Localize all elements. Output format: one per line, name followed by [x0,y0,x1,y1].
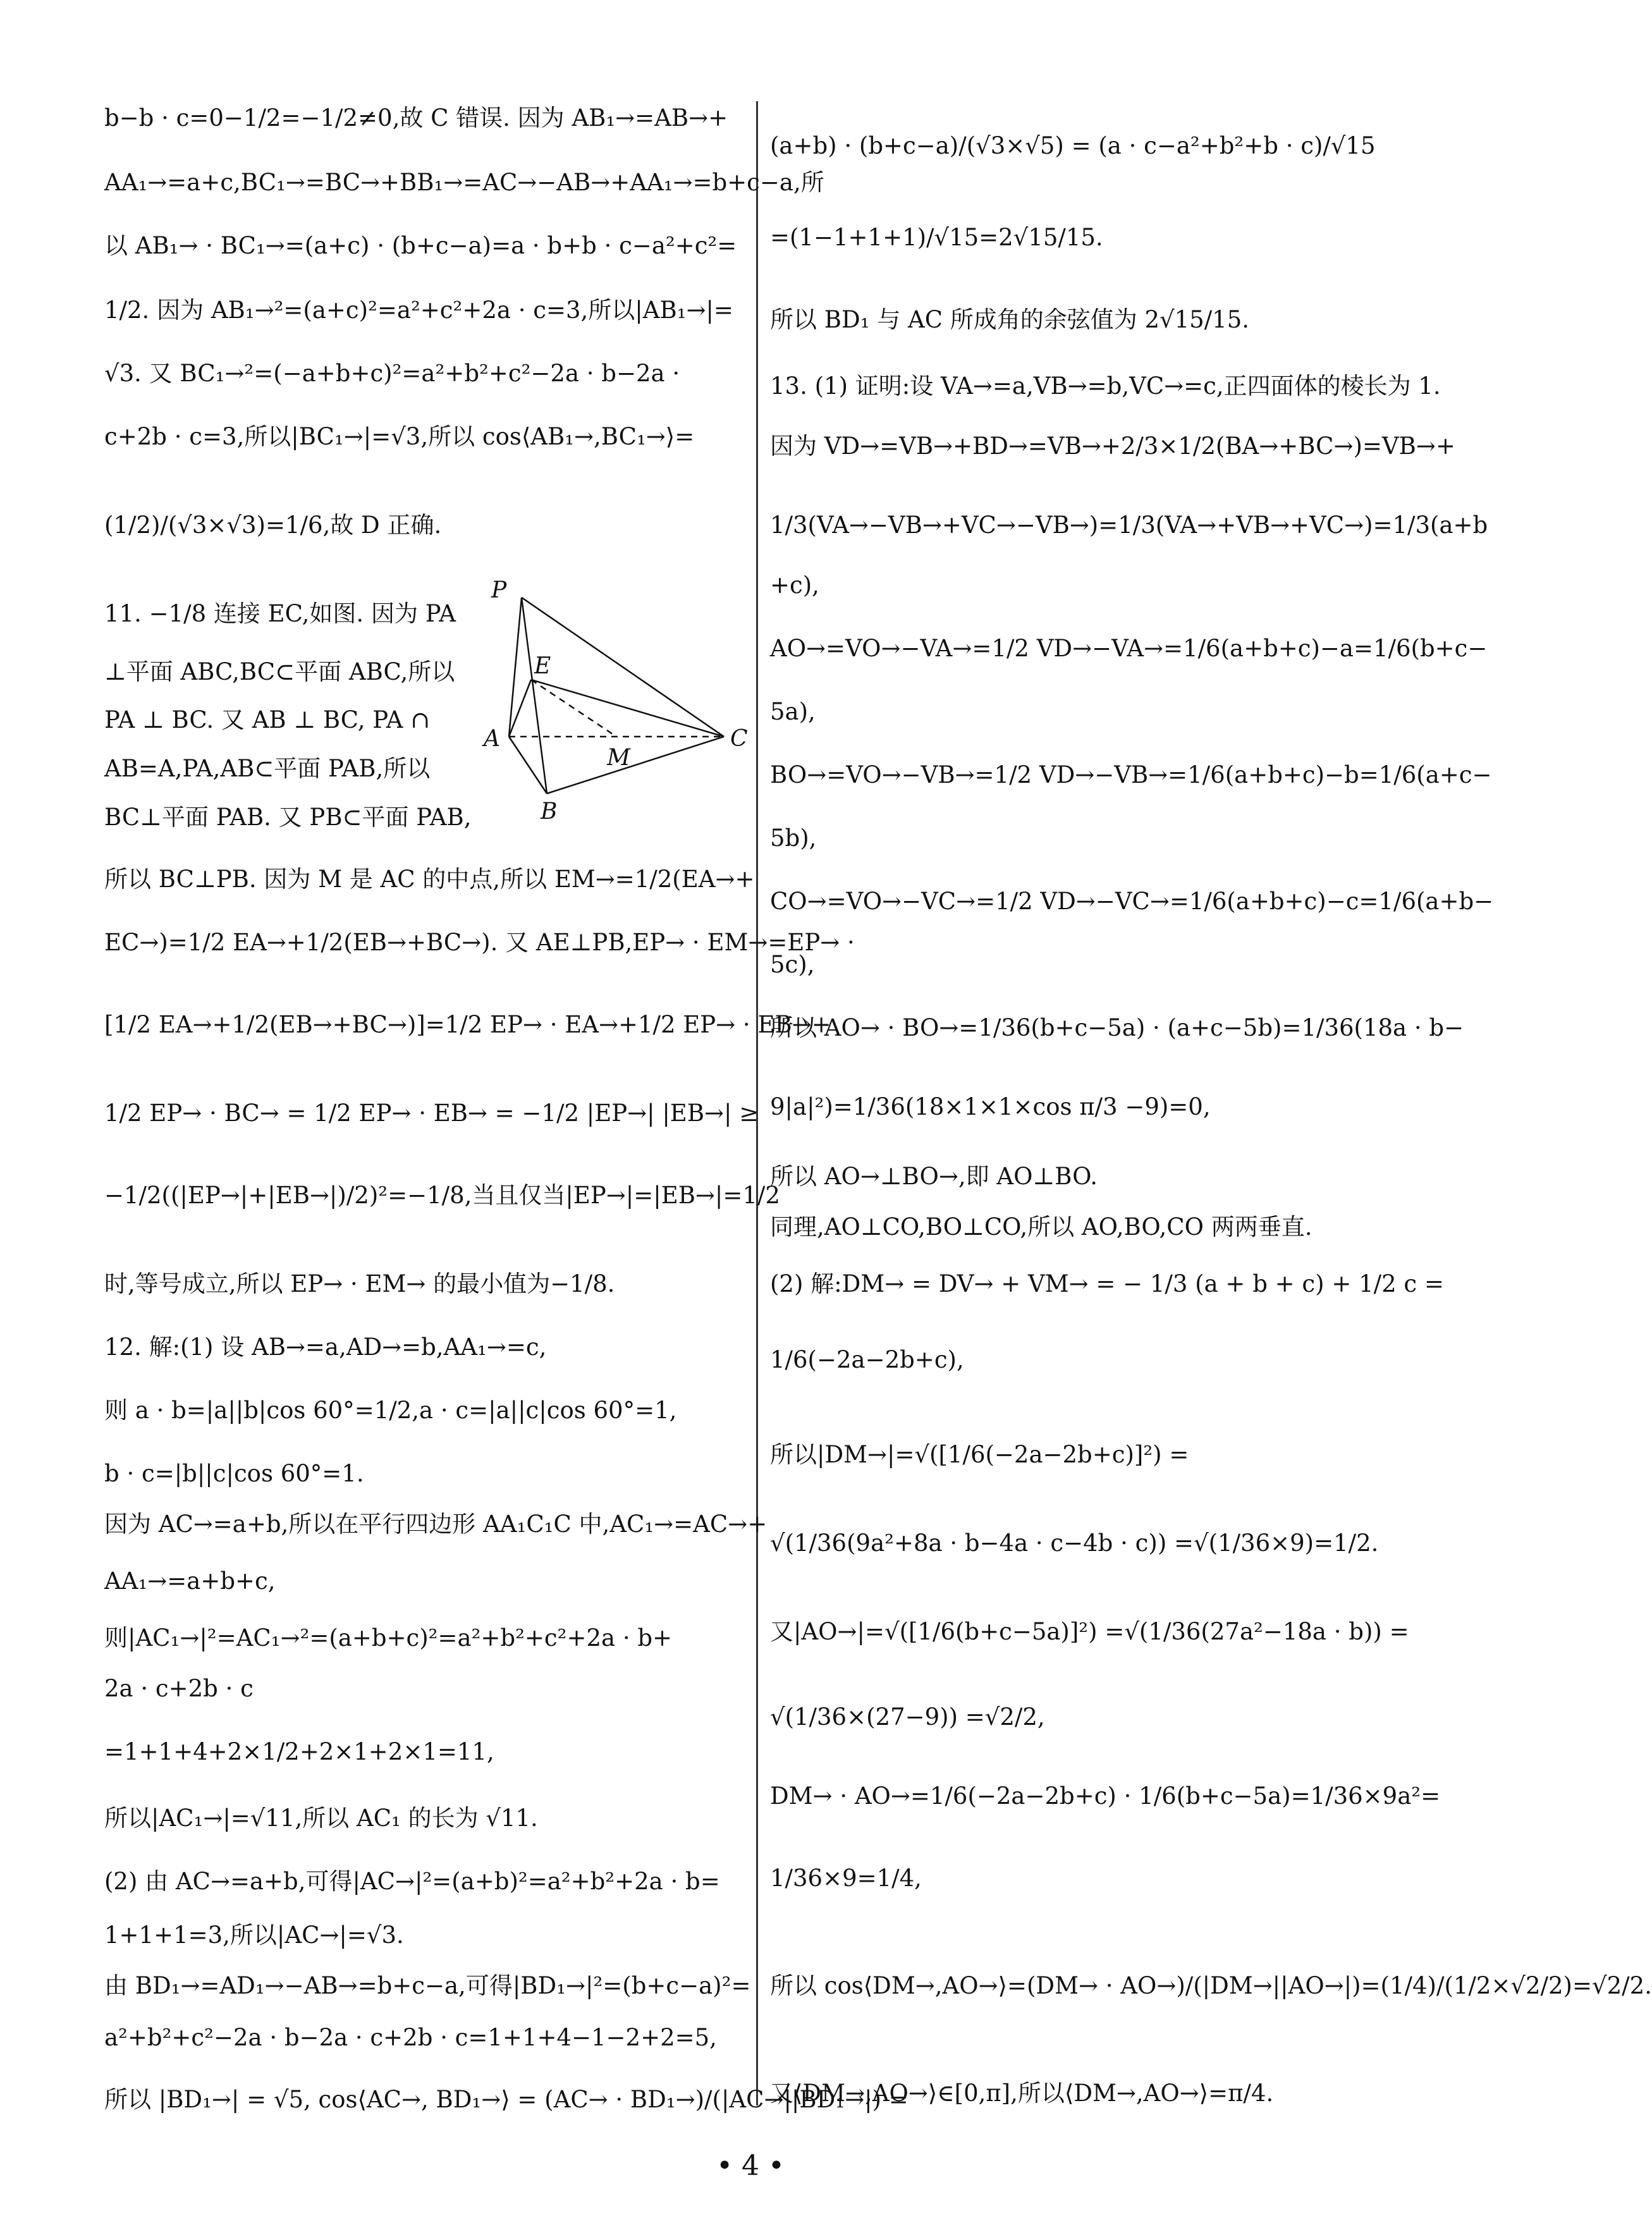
text-line: EC→)=1/2 EA→+1/2(EB→+BC→). 又 AE⊥PB,EP→ · EM→=EP→ · [104,929,855,956]
text-line: 同理,AO⊥CO,BO⊥CO,所以 AO,BO,CO 两两垂直. [770,1213,1312,1241]
text-line: ⊥平面 ABC,BC⊂平面 ABC,所以 [104,658,455,685]
text-line: 5a), [770,698,816,725]
text-line: 13. (1) 证明:设 VA→=a,VB→=b,VC→=c,正四面体的棱长为 1. [770,372,1441,400]
text-line: 时,等号成立,所以 EP→ · EM→ 的最小值为−1/8. [104,1270,615,1297]
edge-BC [547,737,724,794]
text-line: c+2b · c=3,所以|BC₁→|=√3,所以 cos⟨AB₁→,BC₁→⟩= [104,423,695,450]
text-line: [1/2 EA→+1/2(EB→+BC→)]=1/2 EP→ · EA→+1/2 EP→ · EB→+ [104,1011,831,1038]
text-line: 5b), [770,824,817,852]
edge-EM-hidden [531,680,616,737]
text-line: +c), [770,572,819,599]
text-line: AA₁→=a+b+c, [104,1567,276,1595]
text-line: AB=A,PA,AB⊂平面 PAB,所以 [104,755,431,782]
text-line: −1/2((|EP→|+|EB→|)/2)²=−1/8,当且仅当|EP→|=|EB→|=1/2 [104,1182,780,1209]
text-line: 所以|DM→|=√([1/6(−2a−2b+c)]²) = [770,1441,1189,1468]
text-line: 1/2. 因为 AB₁→²=(a+c)²=a²+c²+2a · c=3,所以|AB₁→|= [104,297,733,324]
geometry-figure [484,577,749,824]
text-line: 11. −1/8 连接 EC,如图. 因为 PA [104,600,456,627]
label-M: M [607,745,630,771]
text-line: 5c), [770,951,815,978]
edge-PA [509,598,522,737]
text-line: 以 AB₁→ · BC₁→=(a+c) · (b+c−a)=a · b+b · c−a²+c²= [104,232,737,259]
text-line: AO→=VO→−VA→=1/2 VD→−VA→=1/6(a+b+c)−a=1/6(b+c− [770,635,1488,662]
text-line: 所以 BC⊥PB. 因为 M 是 AC 的中点,所以 EM→=1/2(EA→+ [104,866,755,893]
text-line: 由 BD₁→=AD₁→−AB→=b+c−a,可得|BD₁→|²=(b+c−a)²= [104,1972,751,1999]
text-line: 1/3(VA→−VB→+VC→−VB→)=1/3(VA→+VB→+VC→)=1/3(a+b [770,512,1488,539]
text-line: 所以 AO→⊥BO→,即 AO⊥BO. [770,1163,1098,1190]
text-line: √(1/36(9a²+8a · b−4a · c−4b · c)) =√(1/36×9)=1/2. [770,1529,1379,1557]
text-line: (2) 解:DM→ = DV→ + VM→ = − 1/3 (a + b + c) + 1/2 c = [770,1270,1444,1297]
text-line: 2a · c+2b · c [104,1675,254,1702]
text-line: 又⟨DM→,AO→⟩∈[0,π],所以⟨DM→,AO→⟩=π/4. [770,2080,1274,2107]
text-line: 9|a|²)=1/36(18×1×1×cos π/3 −9)=0, [770,1093,1211,1120]
text-line: =(1−1+1+1)/√15=2√15/15. [770,224,1103,251]
text-line: 所以 BD₁ 与 AC 所成角的余弦值为 2√15/15. [770,306,1250,333]
text-line: PA ⊥ BC. 又 AB ⊥ BC, PA ∩ [104,706,431,733]
text-line: 则 a · b=|a||b|cos 60°=1/2,a · c=|a||c|cos 60°=1, [104,1397,677,1424]
label-A: A [484,726,500,752]
text-line: DM→ · AO→=1/6(−2a−2b+c) · 1/6(b+c−5a)=1/36×9a²= [770,1782,1441,1810]
text-line: a²+b²+c²−2a · b−2a · c+2b · c=1+1+4−1−2+2=5, [104,2024,717,2051]
text-line: 1/6(−2a−2b+c), [770,1346,964,1373]
edge-EC [531,680,724,737]
text-line: 1/2 EP→ · BC→ = 1/2 EP→ · EB→ = −1/2 |EP→| |EB→| ≥ [104,1100,759,1127]
text-line: 所以 cos⟨DM→,AO→⟩=(DM→ · AO→)/(|DM→||AO→|)=(1/4)/(1/2×√2/2)=√2/2. [770,1972,1652,1999]
text-line: 1+1+1=3,所以|AC→|=√3. [104,1922,404,1949]
text-line: (1/2)/(√3×√3)=1/6,故 D 正确. [104,512,442,539]
text-line: (a+b) · (b+c−a)/(√3×√5) = (a · c−a²+b²+b · c)/√15 [770,132,1376,159]
text-line: 所以|AC₁→|=√11,所以 AC₁ 的长为 √11. [104,1805,538,1832]
text-line: √(1/36×(27−9)) =√2/2, [770,1703,1045,1731]
page-number: • 4 • [716,2150,785,2182]
text-line: b · c=|b||c|cos 60°=1. [104,1460,364,1487]
text-line: 则|AC₁→|²=AC₁→²=(a+b+c)²=a²+b²+c²+2a · b+ [104,1624,673,1652]
text-line: AA₁→=a+c,BC₁→=BC→+BB₁→=AC→−AB→+AA₁→=b+c−a,所 [104,169,824,196]
text-line: 所以 AO→ · BO→=1/36(b+c−5a) · (a+c−5b)=1/36(18a · b− [770,1014,1464,1041]
text-line: √3. 又 BC₁→²=(−a+b+c)²=a²+b²+c²−2a · b−2a · [104,360,680,387]
text-line: BO→=VO→−VB→=1/2 VD→−VB→=1/6(a+b+c)−b=1/6(a+c− [770,761,1492,788]
text-line: b−b · c=0−1/2=−1/2≠0,故 C 错误. 因为 AB₁→=AB→+ [104,104,728,132]
edge-PC [522,598,724,737]
label-P: P [491,577,507,603]
text-line: 又|AO→|=√([1/6(b+c−5a)]²) =√(1/36(27a²−18a · b)) = [770,1618,1409,1645]
label-B: B [541,799,558,824]
text-line: CO→=VO→−VC→=1/2 VD→−VC→=1/6(a+b+c)−c=1/6(a+b− [770,888,1494,915]
text-line: 因为 VD→=VB→+BD→=VB→+2/3×1/2(BA→+BC→)=VB→+ [770,432,1455,460]
pyramid-diagram [484,577,749,824]
text-line: 1/36×9=1/4, [770,1865,922,1892]
text-line: 12. 解:(1) 设 AB→=a,AD→=b,AA₁→=c, [104,1333,547,1361]
text-line: =1+1+4+2×1/2+2×1+2×1=11, [104,1738,494,1765]
text-line: (2) 由 AC→=a+b,可得|AC→|²=(a+b)²=a²+b²+2a · b= [104,1868,720,1895]
label-E: E [534,653,551,679]
text-line: BC⊥平面 PAB. 又 PB⊂平面 PAB, [104,804,472,831]
label-C: C [730,726,748,752]
text-line: 所以 |BD₁→| = √5, cos⟨AC→, BD₁→⟩ = (AC→ · BD₁→)/(|AC→||BD₁→|) = [104,2086,909,2113]
text-line: 因为 AC→=a+b,所以在平行四边形 AA₁C₁C 中,AC₁→=AC→+ [104,1511,768,1538]
